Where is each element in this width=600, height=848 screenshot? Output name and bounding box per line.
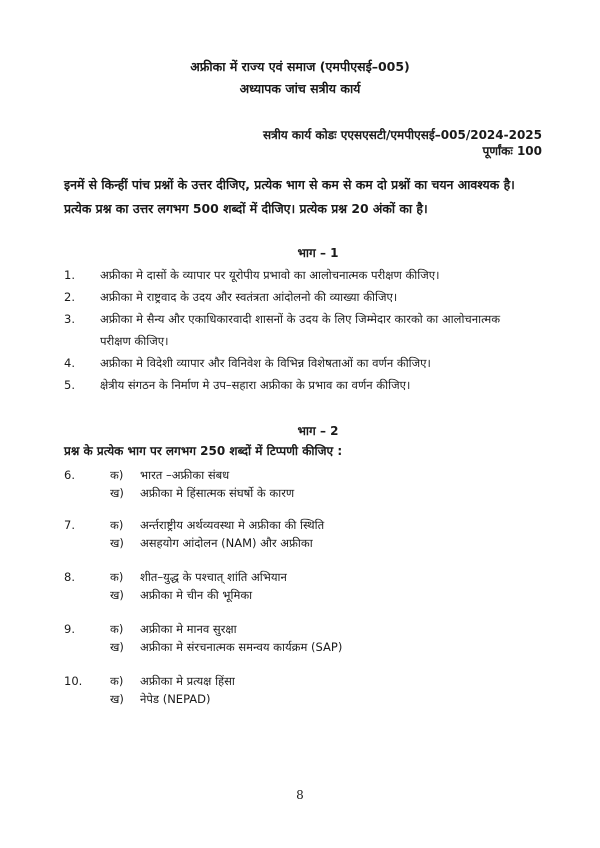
- assignment-code: सत्रीय कार्य कोडः एएसएसटी/एमपीएसई–005/2024-2025: [262, 128, 542, 142]
- part-a-label: क): [110, 622, 124, 636]
- section-1-heading: भाग – 1: [297, 246, 339, 260]
- part-a-text: शीत–युद्ध के पश्चात् शांति अभियान: [140, 570, 287, 584]
- question-number: 1.: [64, 268, 75, 282]
- part-b-label: ख): [110, 692, 124, 706]
- part-a-label: क): [110, 674, 124, 688]
- question-number: 2.: [64, 290, 75, 304]
- question-text: अफ्रीका मे सैन्य और एकाधिकारवादी शासनों के उदय के लिए जिम्मेदार कारको का आलोचनात्मक: [100, 312, 501, 326]
- part-a-label: क): [110, 518, 124, 532]
- part-a-text: अफ्रीका मे प्रत्यक्ष हिंसा: [140, 674, 235, 688]
- part-b-label: ख): [110, 640, 124, 654]
- part-b-label: ख): [110, 588, 124, 602]
- part-a-text: अफ्रीका मे मानव सुरक्षा: [140, 622, 237, 636]
- question-text-continued: परीक्षण कीजिए।: [100, 334, 169, 348]
- question-number: 4.: [64, 356, 75, 370]
- question-number: 3.: [64, 312, 75, 326]
- part-b-text: अफ्रीका मे संरचनात्मक समन्वय कार्यक्रम (SAP): [140, 640, 343, 654]
- question-number: 9.: [64, 622, 75, 636]
- part-b-label: ख): [110, 536, 124, 550]
- course-title: अफ्रीका में राज्य एवं समाज (एमपीएसई–005): [190, 59, 410, 74]
- section-2-heading: भाग – 2: [297, 424, 339, 438]
- page-number: 8: [296, 788, 304, 802]
- question-number: 10.: [64, 674, 83, 688]
- instruction-line-2: प्रत्येक प्रश्न का उत्तर लगभग 500 शब्दों में दीजिए। प्रत्येक प्रश्न 20 अंकों का है।: [64, 201, 428, 216]
- question-text: अफ्रीका मे विदेशी व्यापार और विनिवेश के विभिन्न विशेषताओं का वर्णन कीजिए।: [100, 356, 431, 370]
- part-a-text: भारत –अफ्रीका संबध: [140, 468, 230, 482]
- question-text: अफ्रीका मे राष्ट्रवाद के उदय और स्वतंत्रता आंदोलनो की व्याख्या कीजिए।: [100, 290, 398, 304]
- part-b-text: नेपेड (NEPAD): [140, 692, 211, 706]
- question-number: 7.: [64, 518, 75, 532]
- question-number: 8.: [64, 570, 75, 584]
- part-a-label: क): [110, 468, 124, 482]
- question-text: क्षेत्रीय संगठन के निर्माण मे उप–सहारा अफ्रीका के प्रभाव का वर्णन कीजिए।: [100, 378, 411, 392]
- part-b-text: असहयोग आंदोलन (NAM) और अफ्रीका: [140, 536, 313, 550]
- question-number: 5.: [64, 378, 75, 392]
- part-b-text: अफ्रीका मे हिंसात्मक संघर्षो के कारण: [140, 486, 295, 500]
- max-marks: पूर्णांकः 100: [482, 144, 542, 158]
- part-b-text: अफ्रीका मे चीन की भूमिका: [140, 588, 253, 602]
- assignment-subtitle: अध्यापक जांच सत्रीय कार्य: [239, 81, 361, 96]
- section-2-intro: प्रश्न के प्रत्येक भाग पर लगभग 250 शब्दों में टिप्पणी कीजिए :: [64, 444, 343, 458]
- question-number: 6.: [64, 468, 75, 482]
- instruction-line-1: इनमें से किन्हीं पांच प्रश्नों के उत्तर दीजिए, प्रत्येक भाग से कम से कम दो प्रश्नों का चयन आवश्यक है।: [64, 177, 515, 192]
- part-b-label: ख): [110, 486, 124, 500]
- part-a-text: अर्न्तराष्ट्रीय अर्थव्यवस्था मे अफ्रीका की स्थिति: [140, 518, 325, 532]
- question-text: अफ्रीका मे दासों के व्यापार पर यूरोपीय प्रभावो का आलोचनात्मक परीक्षण कीजिए।: [100, 268, 440, 282]
- part-a-label: क): [110, 570, 124, 584]
